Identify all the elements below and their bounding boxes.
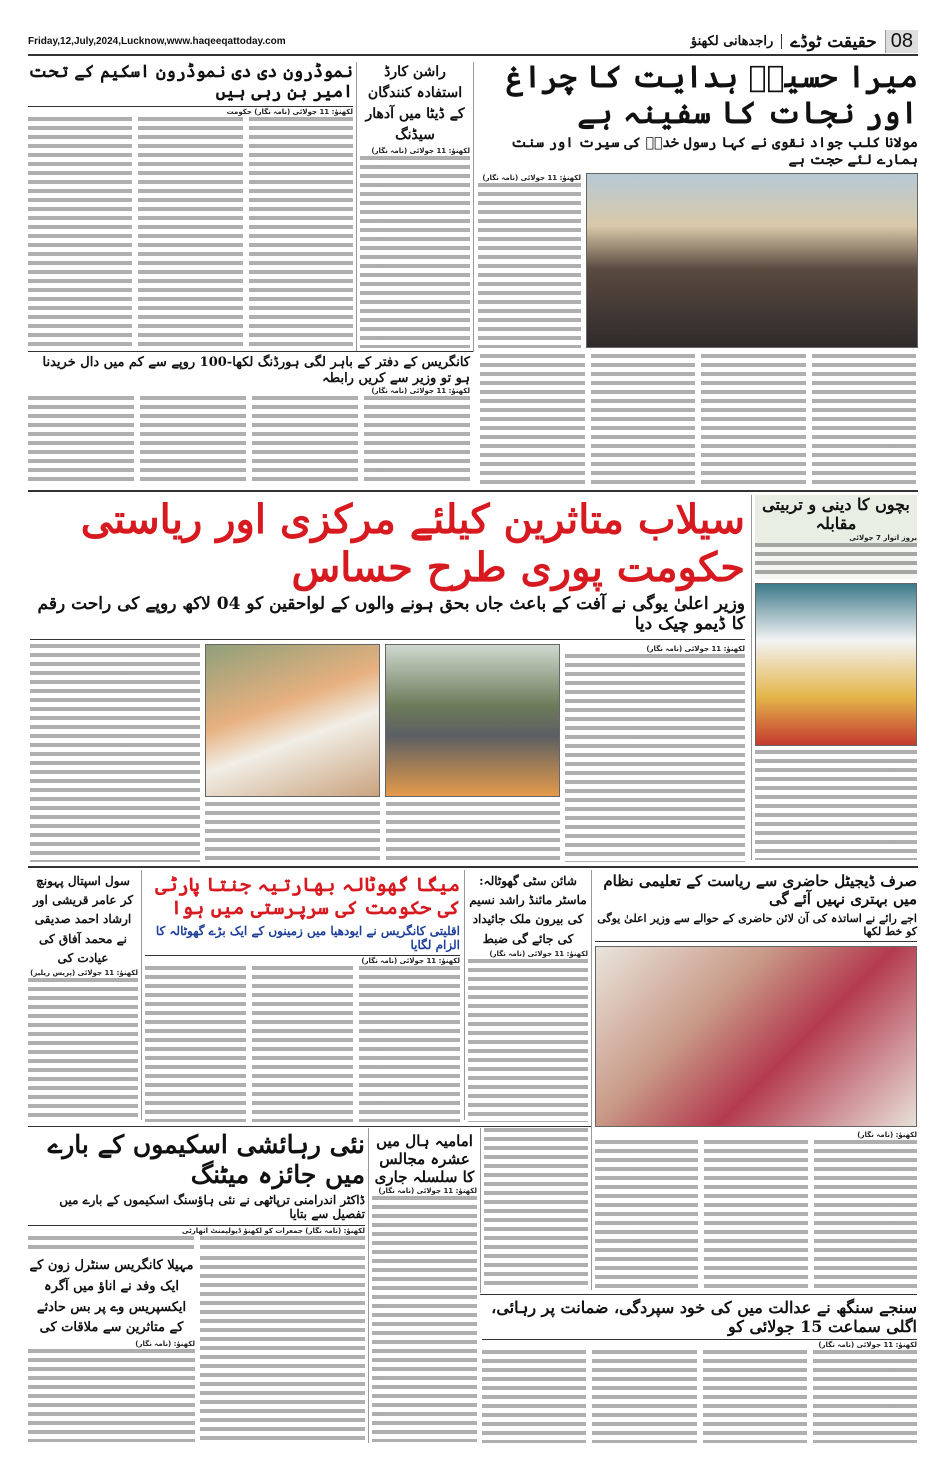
dateline: لکھنؤ: 11 جولائی (نامہ نگار) <box>361 957 460 966</box>
headline: میرا حسینؑ ہدایت کا چراغ اور نجات کا سفینہ ہے <box>506 60 918 131</box>
dateline: لکھنؤ: 11 جولائی (پریس ریلیز) <box>30 968 138 977</box>
subheadline: مولانا کلب جواد نقوی نے کہا رسول خداؐ کی سیرت اور سنت ہمارے لئے حجت ہے <box>511 135 918 168</box>
dateline: لکھنؤ: 11 جولائی (نامہ نگار) <box>378 1187 477 1195</box>
headline: سنجے سنگھ نے عدالت میں کی خود سپردگی، ضمانت پر رہائی، اگلی سماعت 15 جولائی کو <box>482 1298 917 1340</box>
article-ration <box>360 62 470 348</box>
headline: مہیلا کانگریس سنٹرل زون کے ایک وفد نے اناؤ میں آگرہ ایکسپریس وے پر بس حادثے کے متاثرین سے ملاقات کی <box>29 1258 194 1336</box>
headline: بچوں کا دینی و تربیتی مقابلہ <box>762 495 910 534</box>
subheadline: وزیر اعلیٰ یوگی نے آفت کے باعث جاں بحق ہونے والوں کے لواحقین کو 04 لاکھ روپے کی راحت رقم کا ڈیمو چیک دیا <box>30 594 745 640</box>
headline: نئی رہائشی اسکیموں کے بارے میں جائزہ میٹنگ <box>47 1130 365 1189</box>
headline: سول اسپتال پہونچ کر عامر قریشی اور ارشاد احمد صدیقی نے محمد آفاق کی عیادت کی <box>32 874 134 965</box>
dateline: لکھنؤ: 11 جولائی (نامہ نگار) <box>646 644 745 653</box>
dateline: لکھنؤ: 11 جولائی (نامہ نگار) <box>482 173 581 182</box>
page-number: 08 <box>885 30 918 53</box>
dateline: لکھنؤ: (نامہ نگار) جمعرات کو لکھنؤ ڈیولپمنٹ اتھارٹی <box>182 1226 365 1235</box>
dateline: بروز اتوار 7 جولائی <box>849 534 917 543</box>
article-congress <box>28 355 470 485</box>
article-civil-hospital <box>28 872 138 1122</box>
date-line: Friday,12,July,2024,Lucknow,www.haqeeqattoday.com <box>28 35 286 47</box>
dateline: لکھنؤ: 11 جولائی (نامہ نگار) <box>371 147 470 155</box>
brand-logo: حقیقت ٹوڈے <box>790 31 877 52</box>
section-title: راجدھانی لکھنؤ <box>691 34 782 49</box>
subheadline: ڈاکٹر اندرامنی ترپاٹھی نے نئی ہاؤسنگ اسکیموں کے بارے میں تفصیل سے بتایا <box>28 1193 365 1226</box>
dateline: لکھنؤ: 11 جولائی (نامہ نگار) حکومت <box>226 107 353 116</box>
subheadline: اقلیتی کانگریس نے ایودھیا میں زمینوں کے ایک بڑے گھوٹالہ کا الزام لگایا <box>145 924 460 957</box>
headline: میگا گھوٹالہ بھارتیہ جنتا پارٹی کی حکومت کی سرپرستی میں ہوا <box>155 874 460 919</box>
headline: شائن سٹی گھوٹالہ: ماسٹر مائنڈ راشد نسیم کی بیرون ملک جائیداد کی جائے گی ضبط <box>469 874 587 946</box>
article-housing <box>28 1130 365 1252</box>
article-hussain <box>478 60 918 348</box>
photo-children <box>755 583 917 746</box>
article-mega-scam <box>145 874 460 1122</box>
article-shine-city <box>468 872 588 1122</box>
masthead <box>691 30 918 53</box>
photo-cheque <box>205 644 380 797</box>
photo-majlis <box>586 173 918 348</box>
dateline: لکھنؤ: 11 جولائی (نامہ نگار) <box>371 387 470 396</box>
headline: کانگریس کے دفتر کے باہر لگی ہورڈنگ لکھا-100 روپے سے کم میں دال خریدنا ہو تو وزیر سے کریں رابطہ <box>42 355 470 386</box>
article-imamia <box>372 1132 477 1442</box>
article-drone <box>28 62 353 348</box>
headline: نموڈرون دی دی نموڈرون اسکیم کے تحت امیر بن رہی ہیں <box>28 62 353 107</box>
headline: راشن کارڈ استفادہ کنندگان کے ڈیٹا میں آدھار سیڈنگ <box>365 64 465 143</box>
dateline: لکھنؤ: 11 جولائی (نامہ نگار) <box>818 1341 917 1350</box>
article-mahila-congress <box>28 1256 195 1442</box>
article-children <box>755 495 917 860</box>
dateline: لکھنؤ: (نامہ نگار) <box>857 1131 917 1139</box>
headline: سیلاب متاثرین کیلئے مرکزی اور ریاستی حکومت پوری طرح حساس <box>80 496 745 591</box>
page-header <box>28 28 918 56</box>
headline: صرف ڈیجیٹل حاضری سے ریاست کے تعلیمی نظام میں بہتری نہیں آئے گی <box>603 872 917 908</box>
headline: امامیہ ہال میں عشرہ مجالس کا سلسلہ جاری <box>374 1132 475 1186</box>
article-sanjay-singh <box>482 1298 917 1443</box>
subheadline: اجے رائے نے اساتذہ کی آن لائن حاضری کے حوالے سے وزیر اعلیٰ یوگی کو خط لکھا <box>595 912 917 942</box>
dateline: لکھنؤ: (نامہ نگار) <box>135 1340 195 1349</box>
photo-inspection <box>385 644 560 797</box>
photo-school-visit <box>595 946 917 1127</box>
dateline: لکھنؤ: 11 جولائی (نامہ نگار) <box>489 949 588 958</box>
article-digital <box>595 872 917 1290</box>
article-flood <box>30 496 745 862</box>
